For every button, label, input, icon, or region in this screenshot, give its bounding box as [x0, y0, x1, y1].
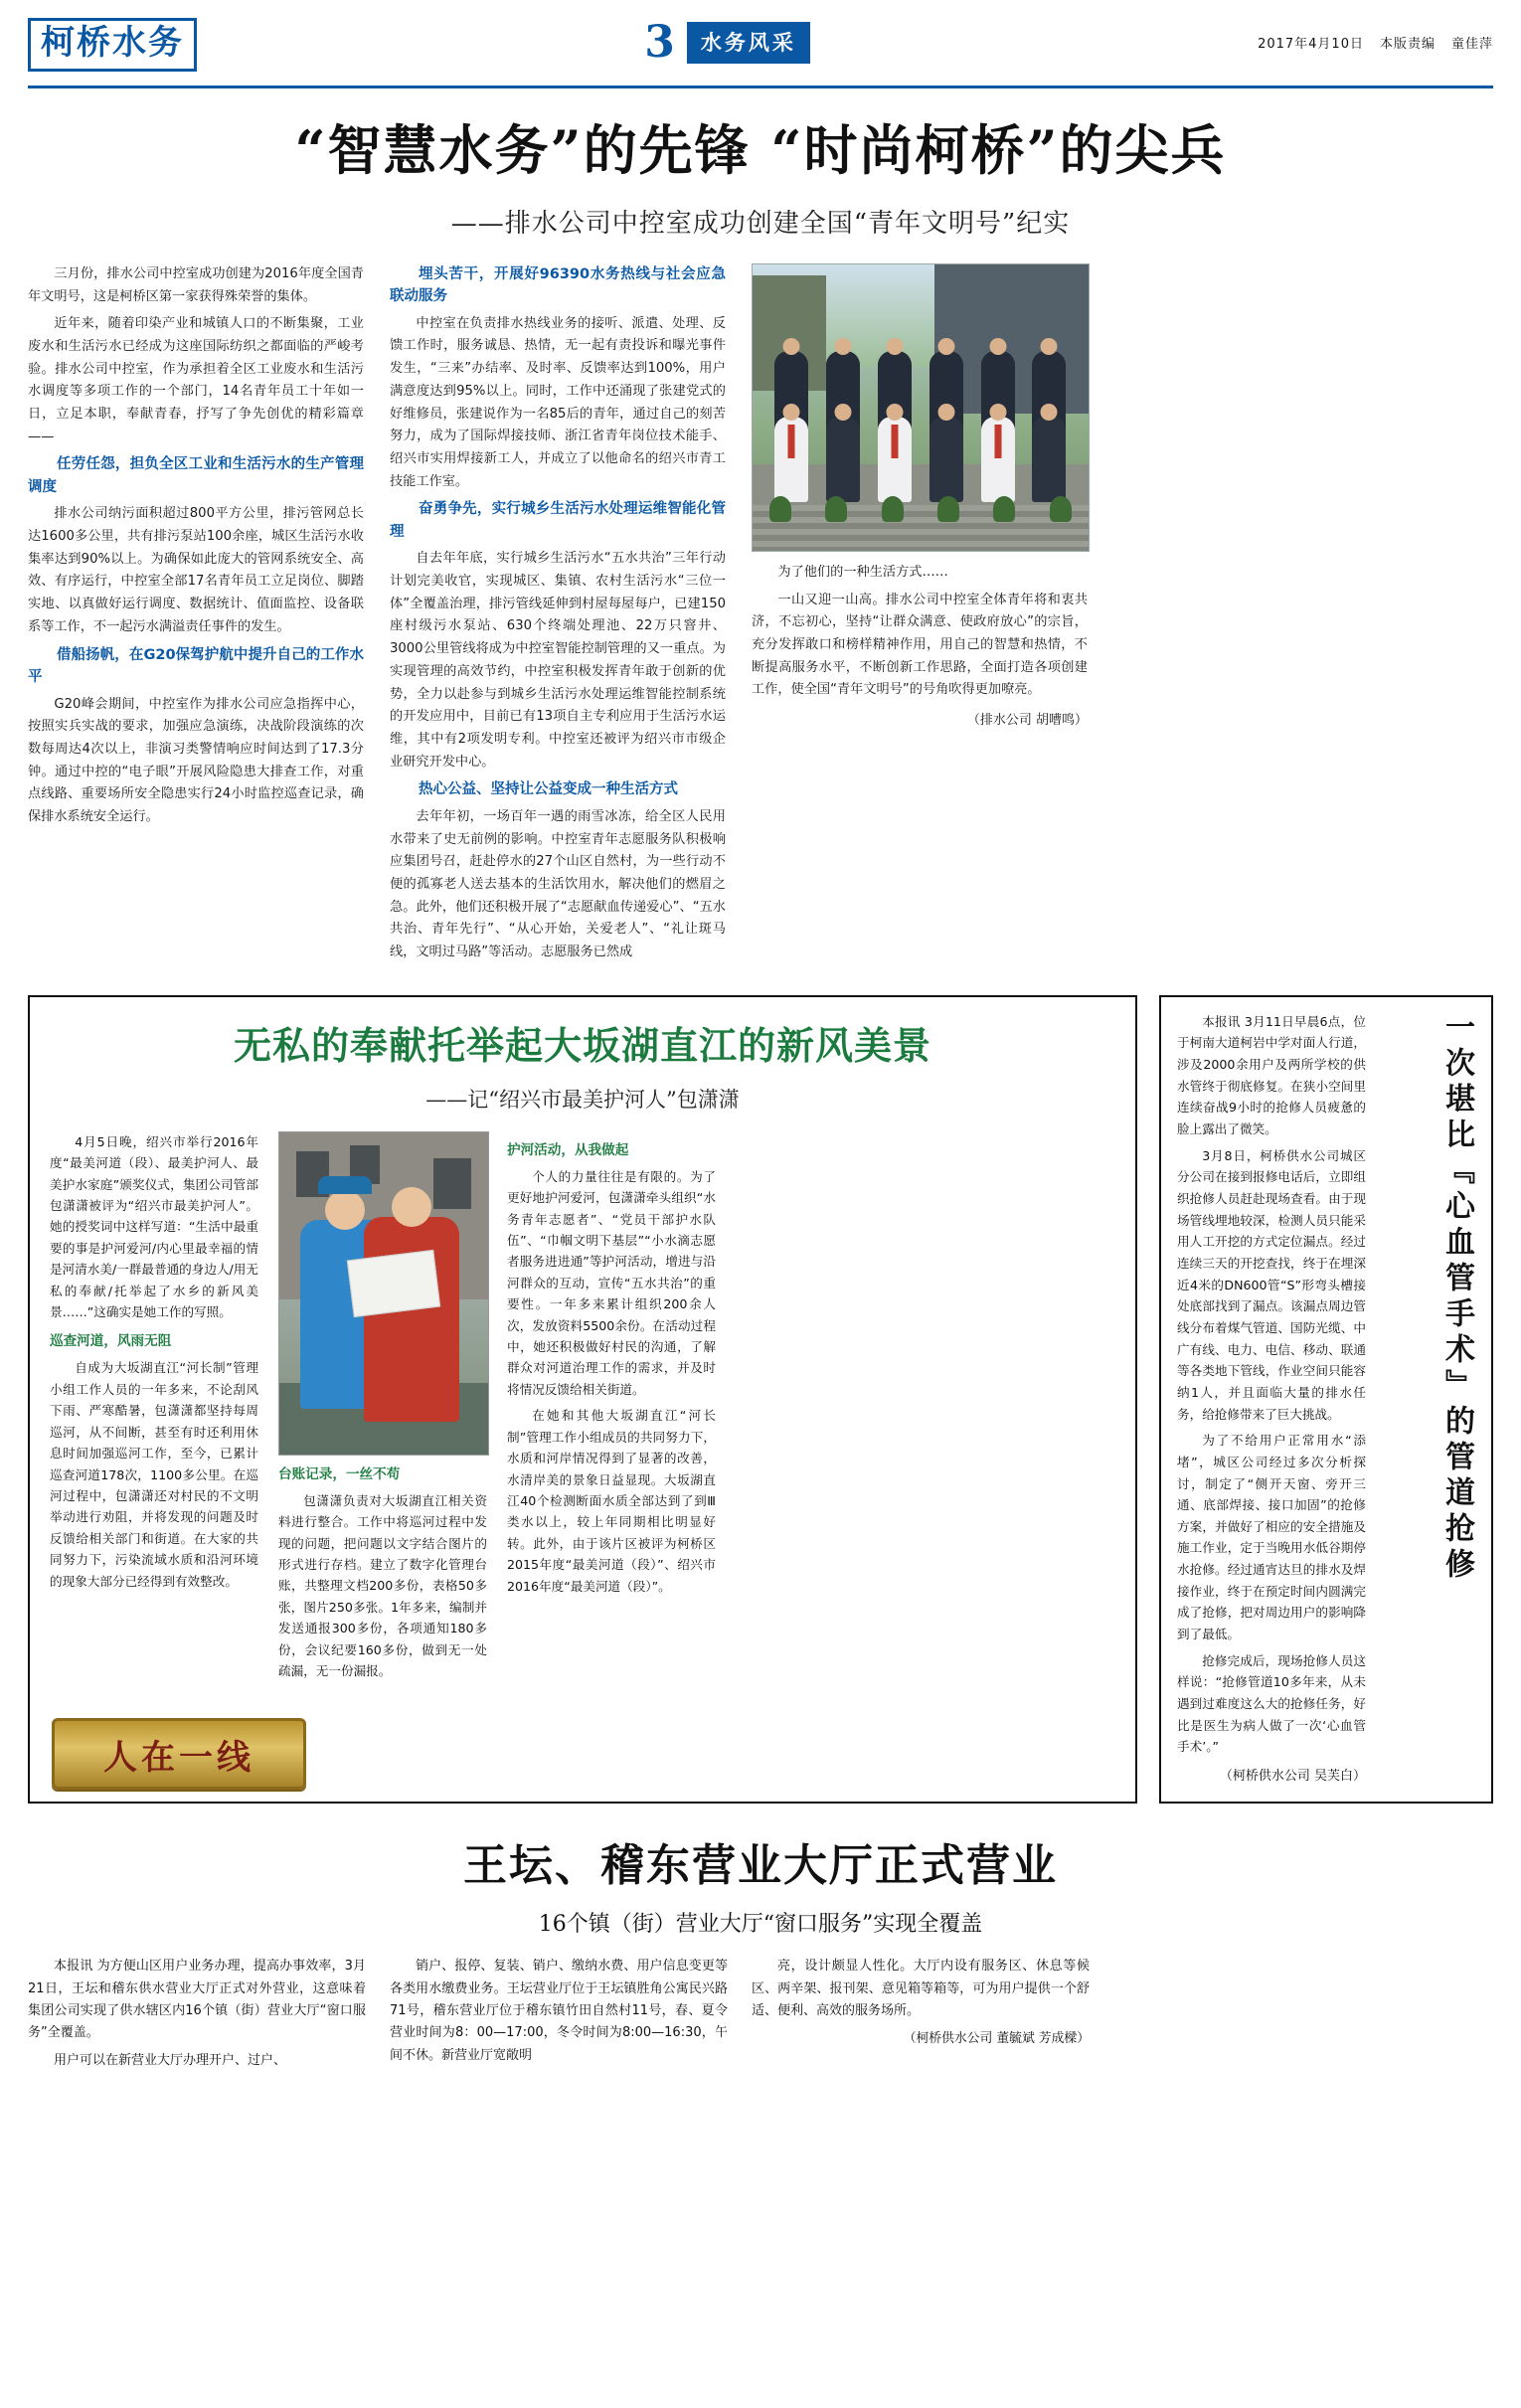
- plant: [825, 496, 847, 522]
- masthead-center: [197, 17, 1258, 68]
- feature-subheadline: ——记“绍兴市最美护河人”包潇潇: [425, 1087, 740, 1112]
- bottom-column-3: [752, 1956, 1090, 2077]
- paragraph: 3月8日，柯桥供水公司城区分公司在接到报修电话后，立即组织抢修人员赶赴现场查看。由于现场管线埋地较深，检测人员只能采用人工开挖的方式定位漏点。经过连续三天的开挖查找，终于在埋深近4米的DN600管“S”形弯头槽接处底部找到了漏点。该漏点周边管线分布着煤气管道、国防光缆、中广有线、电力、电信、移动、联通等各类地下管线，作业空间只能容纳1人，并且面临大量的排水任务，给抢修带来了巨大挑战。: [1177, 1147, 1366, 1422]
- masthead: [28, 0, 1493, 88]
- subheading: 埋头苦干，开展好96390水务热线与社会应急联动服务: [390, 265, 726, 305]
- lead-article: [28, 88, 1493, 969]
- paragraph: 去年年初，一场百年一遇的雨雪冰冻，给全区人民用水带来了史无前例的影响。中控室青年志愿服务队积极响应集团号召，赶赴停水的27个山区自然村，为一些行动不便的孤寡老人送去基本的生活饮用水，解决他们的燃眉之急。此外，他们还积极开展了“志愿献血传递爱心”、“五水共治、青年先行”、“从心开始，关爱老人”、“礼让斑马线，文明过马路”等活动。志愿服务已然成: [390, 808, 726, 960]
- feature-column-2: [278, 1131, 487, 1687]
- person: [981, 417, 1015, 502]
- lead-subheadline: ——排水公司中控室成功创建全国“青年文明号”纪实: [450, 208, 1071, 239]
- paragraph: 本报讯 3月11日早晨6点，位于柯南大道柯岩中学对面人行道，涉及2000余用户及两所学校的供水管终于彻底修复。在狭小空间里连续奋战9小时的抢修人员疲惫的脸上露出了微笑。: [1177, 1013, 1366, 1136]
- subheading: 奋勇争先，实行城乡生活污水处理运维智能化管理: [390, 501, 726, 540]
- feature-columns: [50, 1131, 1115, 1687]
- paragraph: 4月5日晚，绍兴市举行2016年度“最美河道（段）、最美护河人、最美护水家庭”颁奖仪式，集团公司管部包潇潇被评为“绍兴市最美护河人”。她的授奖词中这样写道：“生活中最重要的事是护河爱河/内心里最幸福的情是河清水美/一群最普通的身边人/用无私的奉献/托举起了水乡的新风美景……”这确实是她工作的写照。: [50, 1133, 258, 1319]
- article-credit: （柯桥供水公司 吴芙白）: [1219, 1769, 1366, 1785]
- article-credit: （排水公司 胡嘈鸣）: [966, 713, 1088, 729]
- bottom-column-1: [28, 1956, 366, 2077]
- volunteer-river-photo: [278, 1131, 489, 1456]
- paragraph: G20峰会期间，中控室作为排水公司应急指挥中心，按照实兵实战的要求，加强应急演练，决战阶段演练的次数每周达4次以上，非演习类警情响应时间达到了17.3分钟。通过中控的“电子眼”开展风险隐患大排查工作，对重点线路、重要场所安全隐患实行24小时监控巡查记录，确保排水系统安全运行。: [28, 696, 364, 825]
- feature-column-1: [50, 1131, 258, 1687]
- paragraph: 包潇潇负责对大坂湖直江相关资料进行整合。工作中将巡河过程中发现的问题，把问题以文字结合图片的形式进行存档。建立了数字化管理台账，共整理文档200多份，表格50多张，图片250多张。1年多来，编制并发送通报300多份，各项通知180多份，会议纪要160多份，做到无一处疏漏，无一份漏报。: [278, 1492, 487, 1679]
- subheading: 护河活动，从我做起: [507, 1141, 629, 1158]
- sidebar-article: [1159, 995, 1493, 1805]
- paragraph: 个人的力量往往是有限的。为了更好地护河爱河，包潇潇牵头组织“水务青年志愿者”、“党员干部护水队伍”、“巾帼文明下基层”“小水滴志愿者服务进进通”等护河活动，增进与沿河群众的互动，宣传“五水共治”的重要性。一年多来累计组织200余人次，发放资料5500余份。在活动过程中，她还积极做好村民的沟通，了解群众对河道治理工作的需求，并及时将情况反馈给相关街道。: [507, 1168, 716, 1397]
- section-badge: 水务风采: [687, 22, 810, 64]
- plant: [1050, 496, 1072, 522]
- subheading: 台账记录，一丝不苟: [278, 1465, 401, 1482]
- plant: [937, 496, 959, 522]
- editor-label: 本版责编: [1379, 36, 1436, 52]
- lead-body: [28, 263, 1493, 969]
- bottom-article: [28, 1829, 1493, 2077]
- column-banner: 人在一线: [52, 1718, 306, 1790]
- feature-column-3: [507, 1131, 716, 1687]
- photo-window: [433, 1158, 471, 1210]
- lead-column-2: [390, 263, 726, 969]
- bottom-subheadline: 16个镇（街）营业大厅“窗口服务”实现全覆盖: [538, 1912, 983, 1938]
- paragraph: 为了不给用户正常用水“添堵”，城区公司经过多次分析探讨，制定了“侧开天窗、旁开三通、底部焊接、接口加固”的抢修方案，并做好了相应的安全措施及施工作业，定于当晚用水低谷期停水抢修。经过通宵达旦的排水及焊接作业，终于在预定时间内圆满完成了抢修，把对周边用户的影响降到了最低。: [1177, 1433, 1366, 1642]
- paragraph: 自去年年底，实行城乡生活污水“五水共治”三年行动计划完美收官，实现城区、集镇、农村生活污水“三位一体”全覆盖治理，排污管线延伸到村屋每屋每户，已建150座村级污水泵站、630个终端处理池、22万只窨井、3000公里管线将成为中控室智能控制管理的又一重点。为实现管理的高效节约，中控室积极发挥青年敢于创新的优势，全力以赴参与到城乡生活污水处理运维智能控制系统的开发应用中，目前已有13项自主专利应用于生活污水运维，其中有2项发明专利。中控室还被评为绍兴市市级企业研究开发中心。: [390, 551, 726, 770]
- plant: [769, 496, 791, 522]
- paragraph: 中控室在负责排水热线业务的接听、派遣、处理、反馈工作时，服务诚恳、热情，无一起有责投诉和曝光事件发生，“三来”办结率、及时率、反馈率达到100%，用户满意度达到95%以上。同时，工作中还涌现了张建党式的好维修员，张建说作为一名85后的青年，通过自己的刻苦努力，成为了国际焊接技师、浙江省青年岗位技术能手、绍兴市实用焊接新工人，并成立了以他命名的绍兴市青工技能工作室。: [390, 315, 726, 489]
- lead-column-3: [752, 263, 1088, 733]
- middle-section: [28, 995, 1493, 1805]
- publication-logo: 柯桥水务: [28, 18, 197, 71]
- article-credit: （柯桥供水公司 董毓斌 芳成樑）: [903, 2031, 1090, 2047]
- paragraph: 排水公司纳污面积超过800平方公里，排污管网总长达1600多公里，共有排污泵站100余座，城区生活污水收集率达到90%以上。为确保如此庞大的管网系统安全、高效、有序运行，中控室全部17名青年员工立足岗位、脚踏实地、以真做好运行调度、数据统计、值面监控、设备联系等工作，不一起污水满溢责任事件的发生。: [28, 506, 364, 634]
- lead-headline: “智慧水务”的先锋 “时尚柯桥”的尖兵: [294, 118, 1227, 182]
- resident-person: [364, 1217, 459, 1422]
- sidebar-vertical-headline: 一次堪比『心血管手术』的管道抢修: [1439, 1010, 1474, 1584]
- paragraph: 在她和其他大坂湖直江“河长制”管理工作小组成员的共同努力下，水质和河岸情况得到了显著的改善，水清岸美的景象日益显现。大坂湖直江40个检测断面水质全部达到了到Ⅲ类水以上，较上年同期相比明显好转。此外，由于该片区被评为柯桥区2015年度“最美河道（段）”、绍兴市2016年度“最美河道（段）”。: [507, 1408, 716, 1594]
- subheading: 借船扬帆，在G20保驾护航中提升自己的工作水平: [28, 646, 364, 686]
- person: [774, 417, 808, 502]
- subheading: 巡查河道，风雨无阻: [50, 1333, 172, 1350]
- paragraph: 近年来，随着印染产业和城镇人口的不断集聚，工业废水和生活污水已经成为这座国际纺织之都面临的严峻考验。排水公司中控室，作为承担着全区工业废水和生活污水调度等多项工作的一个部门，14名青年员工十年如一日，立足本职，奉献青春，抒写了争先创优的精彩篇章——: [28, 316, 364, 444]
- team-group-photo: [752, 263, 1090, 552]
- bottom-column-2: [390, 1956, 728, 2077]
- editor-name: 童佳萍: [1450, 36, 1493, 52]
- subheading: 任劳任怨，担负全区工业和生活污水的生产管理调度: [28, 456, 364, 495]
- page-number: 3: [644, 17, 675, 68]
- sidebar-body: [1177, 1011, 1366, 1789]
- paragraph: 抢修完成后，现场抢修人员这样说：“抢修管道10多年来，从未遇到过难度这么大的抢修任务，好比是医生为病人做了一次‘心血管手术’。”: [1177, 1652, 1366, 1755]
- bottom-columns: [28, 1956, 1493, 2077]
- feature-article: [28, 995, 1137, 1805]
- paragraph: 自成为大坂湖直江“河长制”管理小组工作人员的一年多来，不论刮风下雨、严寒酷暑，包潇潇都坚持每周巡河，从不间断，甚至有时还利用休息时间加强巡河工作，至今，已累计巡查河道178次，1100多公里。在巡河过程中，包潇潇还对村民的不文明举动进行劝阻，并将发现的问题及时反馈给相关部门和街道。在大家的共同努力下，污染流域水质和沿河环境的现象大部分已经得到有效整改。: [50, 1360, 258, 1589]
- person: [1032, 417, 1066, 502]
- paragraph: 本报讯 为方便山区用户业务办理，提高办事效率，3月21日，王坛和稽东供水营业大厅正式对外营业，这意味着集团公司实现了供水辖区内16个镇（街）营业大厅“窗口服务”全覆盖。: [28, 1959, 366, 2041]
- plant: [993, 496, 1015, 522]
- paragraph: 为了他们的一种生活方式……: [777, 564, 948, 580]
- paragraph: 一山又迎一山高。排水公司中控室全体青年将和衷共济，不忘初心，坚持“让群众满意、使政府放心”的宗旨，充分发挥敢口和榜样精神作用，用自己的智慧和热情，不断提高服务水平，不断创新工作思路，全面打造各项创建工作，使全国“青年文明号”的号角吹得更加嘹亮。: [752, 592, 1088, 698]
- feature-headline: 无私的奉献托举起大坂湖直江的新风美景: [233, 1022, 931, 1068]
- photo-front-row: [766, 417, 1076, 502]
- paragraph: 亮，设计颇显人性化。大厅内设有服务区、休息等候区、两辛架、报刊架、意见箱等箱等，可为用户提供一个舒适、便利、高效的服务场所。: [752, 1959, 1090, 2019]
- person: [878, 417, 912, 502]
- person: [826, 417, 860, 502]
- photo-plants: [753, 496, 1089, 522]
- plant: [882, 496, 904, 522]
- leaflet: [347, 1250, 440, 1317]
- person: [930, 417, 963, 502]
- masthead-meta: [1258, 33, 1493, 54]
- subheading: 热心公益、坚持让公益变成一种生活方式: [419, 781, 678, 798]
- paragraph: 三月份，排水公司中控室成功创建为2016年度全国青年文明号，这是柯桥区第一家获得殊荣誉的集体。: [28, 265, 364, 304]
- paragraph: 用户可以在新营业大厅办理开户、过户、: [54, 2052, 287, 2068]
- lead-column-1: [28, 263, 364, 834]
- issue-date: 2017年4月10日: [1258, 36, 1364, 52]
- bottom-headline: 王坛、稽东营业大厅正式营业: [463, 1840, 1058, 1892]
- paragraph: 销户、报停、复装、销户、缴纳水费、用户信息变更等各类用水缴费业务。王坛营业厅位于王坛镇胜角公寓民兴路71号，稽东营业厅位于稽东镇竹田自然村11号，春、夏令营业时间为8：00—17:00，冬令时间为8:00—16:30，午间不休。新营业厅宽敞明: [390, 1959, 728, 2063]
